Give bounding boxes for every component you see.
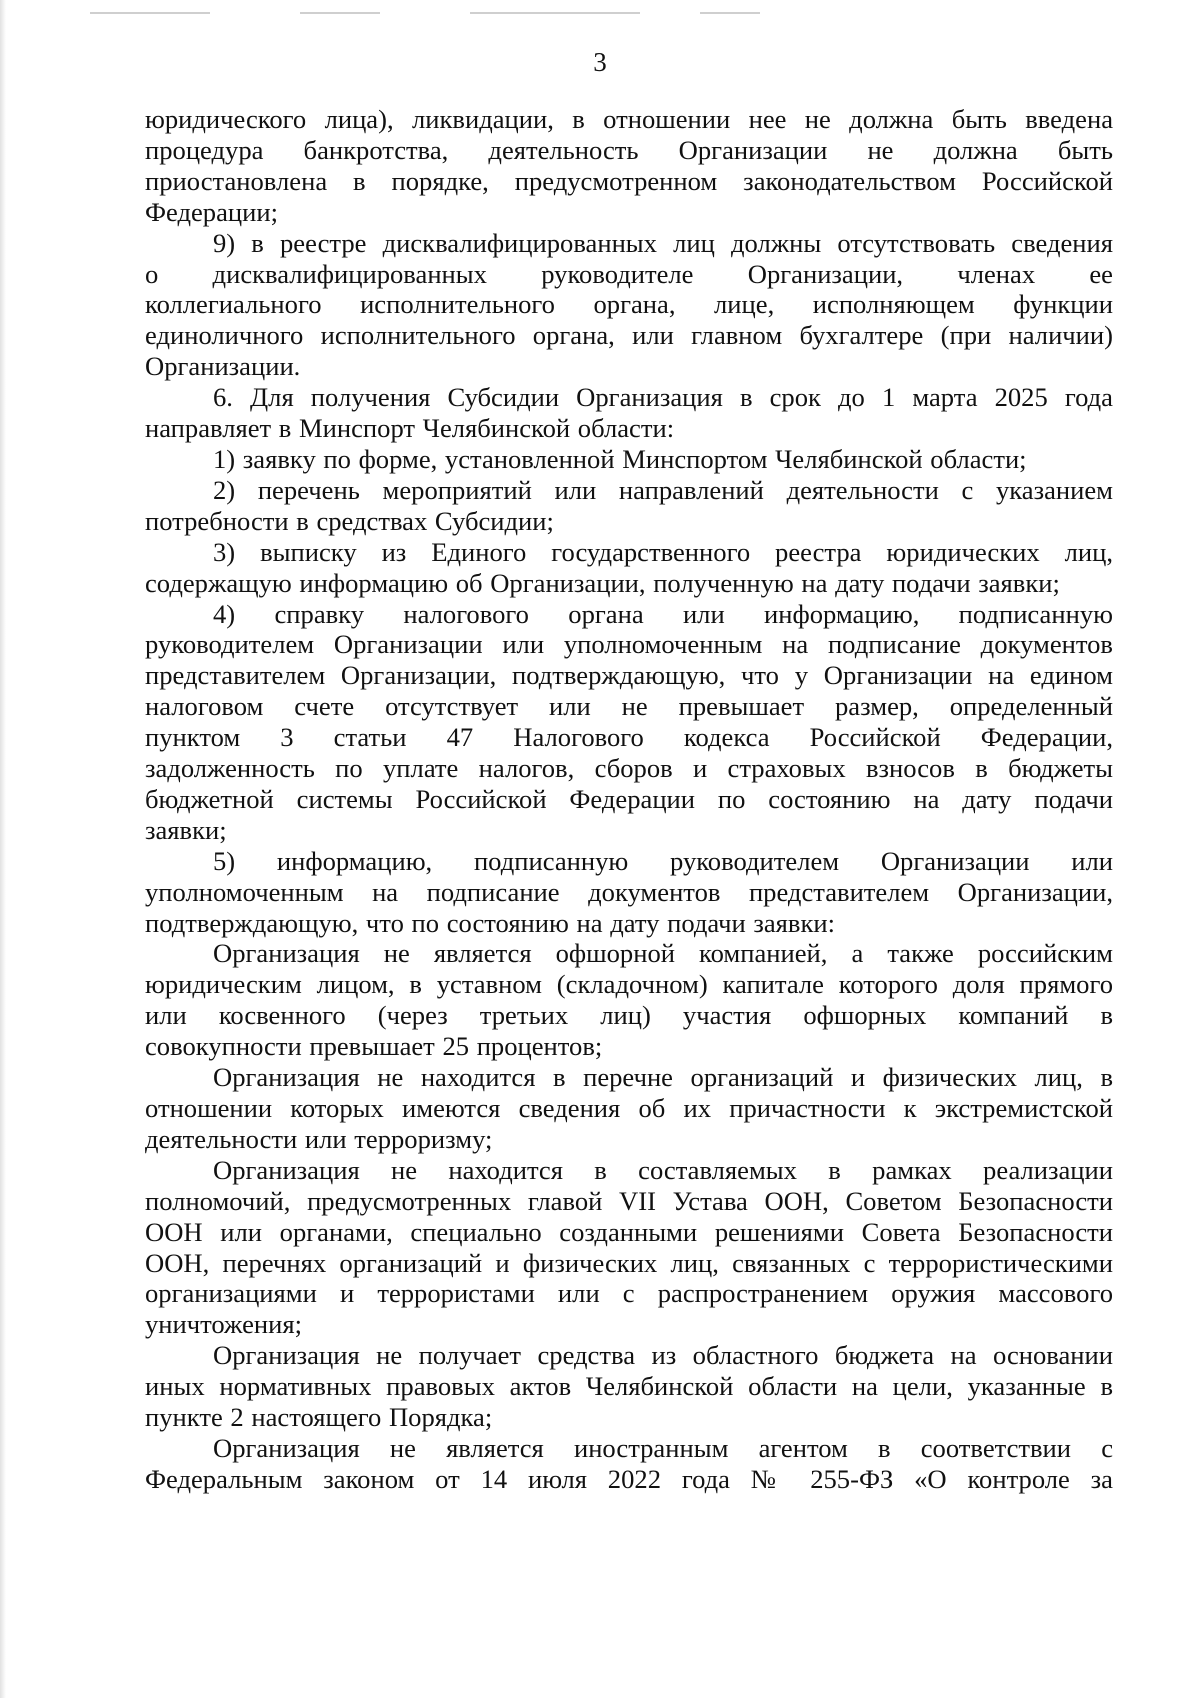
text-line: Организация не находится в составляемых в рамках реализации: [213, 1154, 1113, 1185]
scan-artifact: [90, 12, 210, 14]
text-line: ООН или органами, специально созданными решениями Совета Безопасности: [145, 1216, 1113, 1247]
scan-artifact: [300, 12, 380, 14]
text-line: Организация не находится в перечне организаций и физических лиц, в: [213, 1062, 1113, 1093]
paragraph: [145, 938, 1113, 1062]
text-line: руководителем Организации или уполномоченным на подписание документов: [145, 629, 1113, 660]
text-line: совокупности превышает 25 процентов;: [145, 1031, 603, 1062]
paragraph: [145, 444, 1113, 475]
text-line: направляет в Минспорт Челябинской области:: [145, 413, 675, 444]
text-line: заявки;: [145, 814, 227, 845]
text-line: уничтожения;: [145, 1309, 302, 1340]
text-line: Организации.: [145, 351, 301, 382]
paragraph: [145, 1155, 1113, 1340]
paragraph: [145, 537, 1113, 599]
text-line: организациями и террористами или с распространением оружия массового: [145, 1278, 1113, 1309]
text-line: единоличного исполнительного органа, или главном бухгалтере (при наличии): [145, 320, 1113, 351]
text-line: юридическим лицом, в уставном (складочном) капитале которого доля прямого: [145, 969, 1113, 1000]
text-line: бюджетной системы Российской Федерации по состоянию на дату подачи: [145, 783, 1113, 814]
text-line: приостановлена в порядке, предусмотренном законодательством Российской: [145, 165, 1113, 196]
paragraph: [145, 475, 1113, 537]
paragraph: [145, 104, 1113, 228]
text-line: Организация не является офшорной компанией, а также российским: [213, 938, 1113, 969]
page-number: 3: [593, 47, 607, 77]
text-line: содержащую информацию об Организации, полученную на дату подачи заявки;: [145, 567, 1060, 598]
scan-edge: [0, 0, 6, 1698]
paragraph: [145, 1433, 1113, 1495]
text-line: уполномоченным на подписание документов представителем Организации,: [145, 876, 1113, 907]
text-line: коллегиального исполнительного органа, лице, исполняющем функции: [145, 289, 1113, 320]
text-line: представителем Организации, подтверждающую, что у Организации на едином: [145, 660, 1113, 691]
text-line: полномочий, предусмотренных главой VII Устава ООН, Советом Безопасности: [145, 1185, 1113, 1216]
text-line: процедура банкротства, деятельность Организации не должна быть: [145, 134, 1113, 165]
text-line: о дисквалифицированных руководителе Организации, членах ее: [145, 258, 1113, 289]
text-line: иных нормативных правовых актов Челябинской области на цели, указанные в: [145, 1371, 1113, 1402]
text-line: Федеральным законом от 14 июля 2022 года № 255-ФЗ «О контроле за: [145, 1463, 1113, 1494]
text-line: налоговом счете отсутствует или не превышает размер, определенный: [145, 691, 1113, 722]
text-line: или косвенного (через третьих лиц) участия офшорных компаний в: [145, 1000, 1113, 1031]
text-line: деятельности или терроризму;: [145, 1123, 493, 1154]
text-line: подтверждающую, что по состоянию на дату подачи заявки:: [145, 907, 836, 938]
scan-artifact: [470, 12, 640, 14]
text-line: юридического лица), ликвидации, в отношении нее не должна быть введена: [145, 104, 1113, 134]
text-line: потребности в средствах Субсидии;: [145, 505, 554, 536]
text-line: Организация не является иностранным агентом в соответствии с: [213, 1432, 1113, 1463]
paragraph: [145, 382, 1113, 444]
paragraph: [145, 228, 1113, 383]
text-line: 6. Для получения Субсидии Организация в срок до 1 марта 2025 года: [213, 382, 1113, 413]
text-line: Организация не получает средства из областного бюджета на основании: [213, 1340, 1113, 1371]
paragraph: [145, 599, 1113, 846]
text-line: 1) заявку по форме, установленной Минспортом Челябинской области;: [213, 443, 1027, 474]
document-body: [145, 104, 1113, 1495]
text-line: 2) перечень мероприятий или направлений деятельности с указанием: [213, 474, 1113, 505]
text-line: ООН, перечнях организаций и физических лиц, связанных с террористическими: [145, 1247, 1113, 1278]
text-line: 4) справку налогового органа или информацию, подписанную: [213, 598, 1113, 629]
text-line: отношении которых имеются сведения об их причастности к экстремистской: [145, 1093, 1113, 1123]
scan-artifact: [700, 12, 760, 14]
text-line: 9) в реестре дисквалифицированных лиц должны отсутствовать сведения: [213, 227, 1113, 258]
paragraph: [145, 1062, 1113, 1155]
text-line: пункте 2 настоящего Порядка;: [145, 1402, 493, 1433]
text-line: Федерации;: [145, 196, 278, 227]
paragraph: [145, 1340, 1113, 1433]
paragraph: [145, 846, 1113, 939]
text-line: задолженность по уплате налогов, сборов и страховых взносов в бюджеты: [145, 753, 1113, 784]
text-line: 3) выписку из Единого государственного реестра юридических лиц,: [213, 536, 1113, 567]
text-line: пунктом 3 статьи 47 Налогового кодекса Российской Федерации,: [145, 722, 1113, 753]
text-line: 5) информацию, подписанную руководителем Организации или: [213, 845, 1113, 876]
